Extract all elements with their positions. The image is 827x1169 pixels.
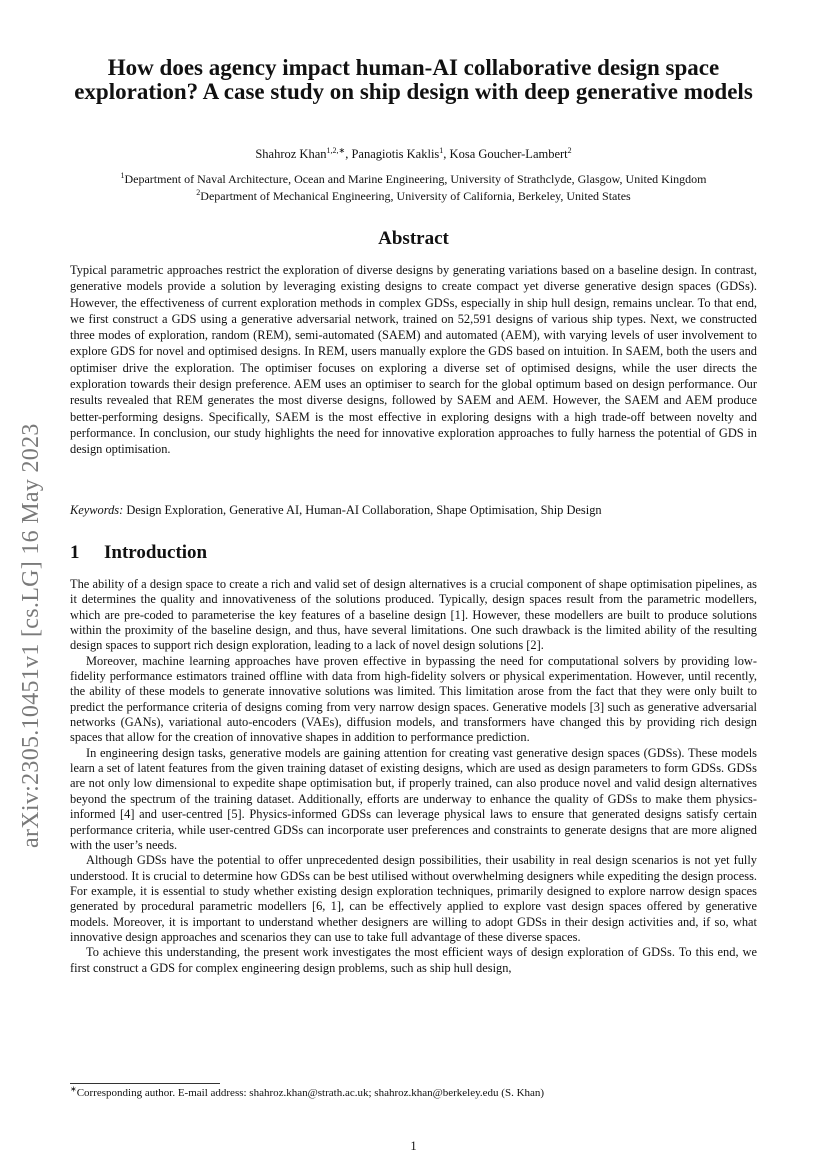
keywords: [70, 503, 757, 518]
section-heading: [70, 542, 207, 564]
paragraph: Moreover, machine learning approaches have proven effective in bypassing the need for computational solvers by providing low-fidelity performance estimators trained offline with data from high-fidelity solvers or physical experimentation. However, until recently, the ability of these models to generate innovative solutions was limited. This limitation arose from the fact that they were only built to predict the performance criteria of designs coming from very narrow design spaces. Generative models [3] such as generative adversarial networks (GANs), variational auto-encoders (VAEs), diffusion models, and transformers have changed this by providing rich design spaces that allow for the creation of innovative shapes in addition to performance prediction.: [70, 653, 757, 745]
section-number: 1: [70, 542, 80, 563]
abstract-heading: Abstract: [378, 228, 449, 249]
author-name: Shahroz Khan: [255, 147, 327, 161]
affiliation: [70, 188, 757, 205]
affiliation-text: Department of Mechanical Engineering, University of California, Berkeley, United States: [200, 189, 631, 203]
paper-title: How does agency impact human-AI collaborative design space exploration? A case study on ship design with deep generative models: [74, 55, 753, 104]
introduction-body: [70, 577, 757, 976]
affiliation-list: [70, 171, 757, 205]
author-list: Shahroz Khan$^{1,2,∗}$, Panagiotis Kaklis$^1$, Kosa Goucher-Lambert$^2$: [255, 145, 572, 161]
paragraph: Although GDSs have the potential to offer unprecedented design possibilities, their usability in real design scenarios is not yet fully understood. It is crucial to determine how GDSs can be best utilised without overwhelming designers while expediting the design process. For example, it is essential to study whether existing design exploration techniques, primarily designed to explore narrow design spaces generated by procedural parametric modellers [6, 1], can be effectively applied to explore vast design spaces offered by generative models. Moreover, it is important to understand whether designers are willing to adopt GDSs in their design activities and, if so, what innovative design approaches and scenarios they can use to take full advantage of these diverse spaces.: [70, 853, 757, 944]
author-affiliation-mark: 2: [567, 145, 572, 155]
affiliation: [70, 171, 757, 188]
section-title: Introduction: [104, 542, 208, 563]
affiliation-mark: 1: [120, 171, 125, 180]
author-name: Panagiotis Kaklis: [351, 147, 440, 161]
footnote: [70, 1084, 757, 1099]
keywords-text: Design Exploration, Generative AI, Human-AI Collaboration, Shape Optimisation, Ship Design: [126, 503, 602, 517]
author-affiliation-mark: 1,2,∗: [326, 145, 346, 155]
paragraph: To achieve this understanding, the present work investigates the most efficient ways of design exploration of GDSs. To this end, we first construct a GDS for complex engineering design problems, such as ship hull design,: [70, 945, 757, 975]
footnote-text: Corresponding author. E-mail address: shahroz.khan@strath.ac.uk; shahroz.khan@berkeley.edu (S. Khan): [76, 1087, 545, 1099]
paragraph: In engineering design tasks, generative models are gaining attention for creating vast generative design spaces (GDSs). These models learn a set of latent features from the given training dataset of existing designs, which are used as design parameters to form GDSs. GDSs are not only low dimensional to expedite shape optimisation but, if properly trained, can also produce novel and valid design alternatives beyond the spectrum of the training dataset. Additionally, efforts are underway to enhance the quality of GDSs to make them physics-informed [4] and user-centred [5]. Physics-informed GDSs can leverage physical laws to ensure that generated designs satisfy certain performance criteria, while user-centred GDSs can incorporate user preferences and constraints to generate designs that are more aligned with the user’s needs.: [70, 745, 757, 852]
affiliation-mark: 2: [196, 188, 201, 197]
footnote-rule: [70, 1083, 220, 1084]
abstract-text: Typical parametric approaches restrict the exploration of diverse designs by generating variations based on a baseline design. In contrast, generative models provide a solution by leveraging existing designs to create compact yet diverse generative design spaces (GDSs). However, the effectiveness of current exploration methods in complex GDSs, especially in ship hull design, remains unclear. To that end, we first construct a GDS using a generative adversarial network, trained on 52,591 designs of various ship types. Next, we constructed three modes of exploration, random (REM), semi-automated (SAEM) and automated (AEM), with varying levels of user involvement to explore GDS for novel and optimised designs. In REM, users manually explore the GDS based on intuition. In SAEM, both the users and optimiser drive the exploration. The optimiser focuses on exploring a diverse set of optimised designs, while the user directs the exploration towards their design preference. AEM uses an optimiser to search for the global optimum based on design performance. Our results revealed that REM generates the most diverse designs, followed by SAEM and AEM. However, the SAEM and AEM produce better-performing designs. Specifically, SAEM is the most effective in exploring designs with a high trade-off between novelty and performance. In conclusion, our study highlights the need for innovative exploration approaches to fully harness the potential of GDS in design optimisation.: [70, 263, 757, 457]
footnote-mark: ∗: [70, 1084, 77, 1094]
author-affiliation-mark: 1: [439, 145, 444, 155]
keywords-label: Keywords:: [70, 503, 124, 517]
page-number: 1: [410, 1139, 417, 1153]
affiliation-text: Department of Naval Architecture, Ocean and Marine Engineering, University of Strathclyde, Glasgow, United Kingdom: [124, 172, 707, 186]
arxiv-identifier: arXiv:2305.10451v1 [cs.LG] 16 May 2023: [18, 423, 44, 848]
paragraph: The ability of a design space to create a rich and valid set of design alternatives is a crucial component of shape optimisation pipelines, as it determines the quality and innovativeness of the solutions produced. Typically, design spaces result from the parametric modellers, which are pre-coded to parameterise the key features of a baseline design [1]. However, these modellers are built to produce solutions within the proximity of the baseline design, and thus, have several limitations. One such drawback is the limited ability of the resulting design spaces to support rich design exploration, leading to a lack of novel design solutions [2].: [70, 577, 757, 653]
author-name: Kosa Goucher-Lambert: [449, 147, 568, 161]
